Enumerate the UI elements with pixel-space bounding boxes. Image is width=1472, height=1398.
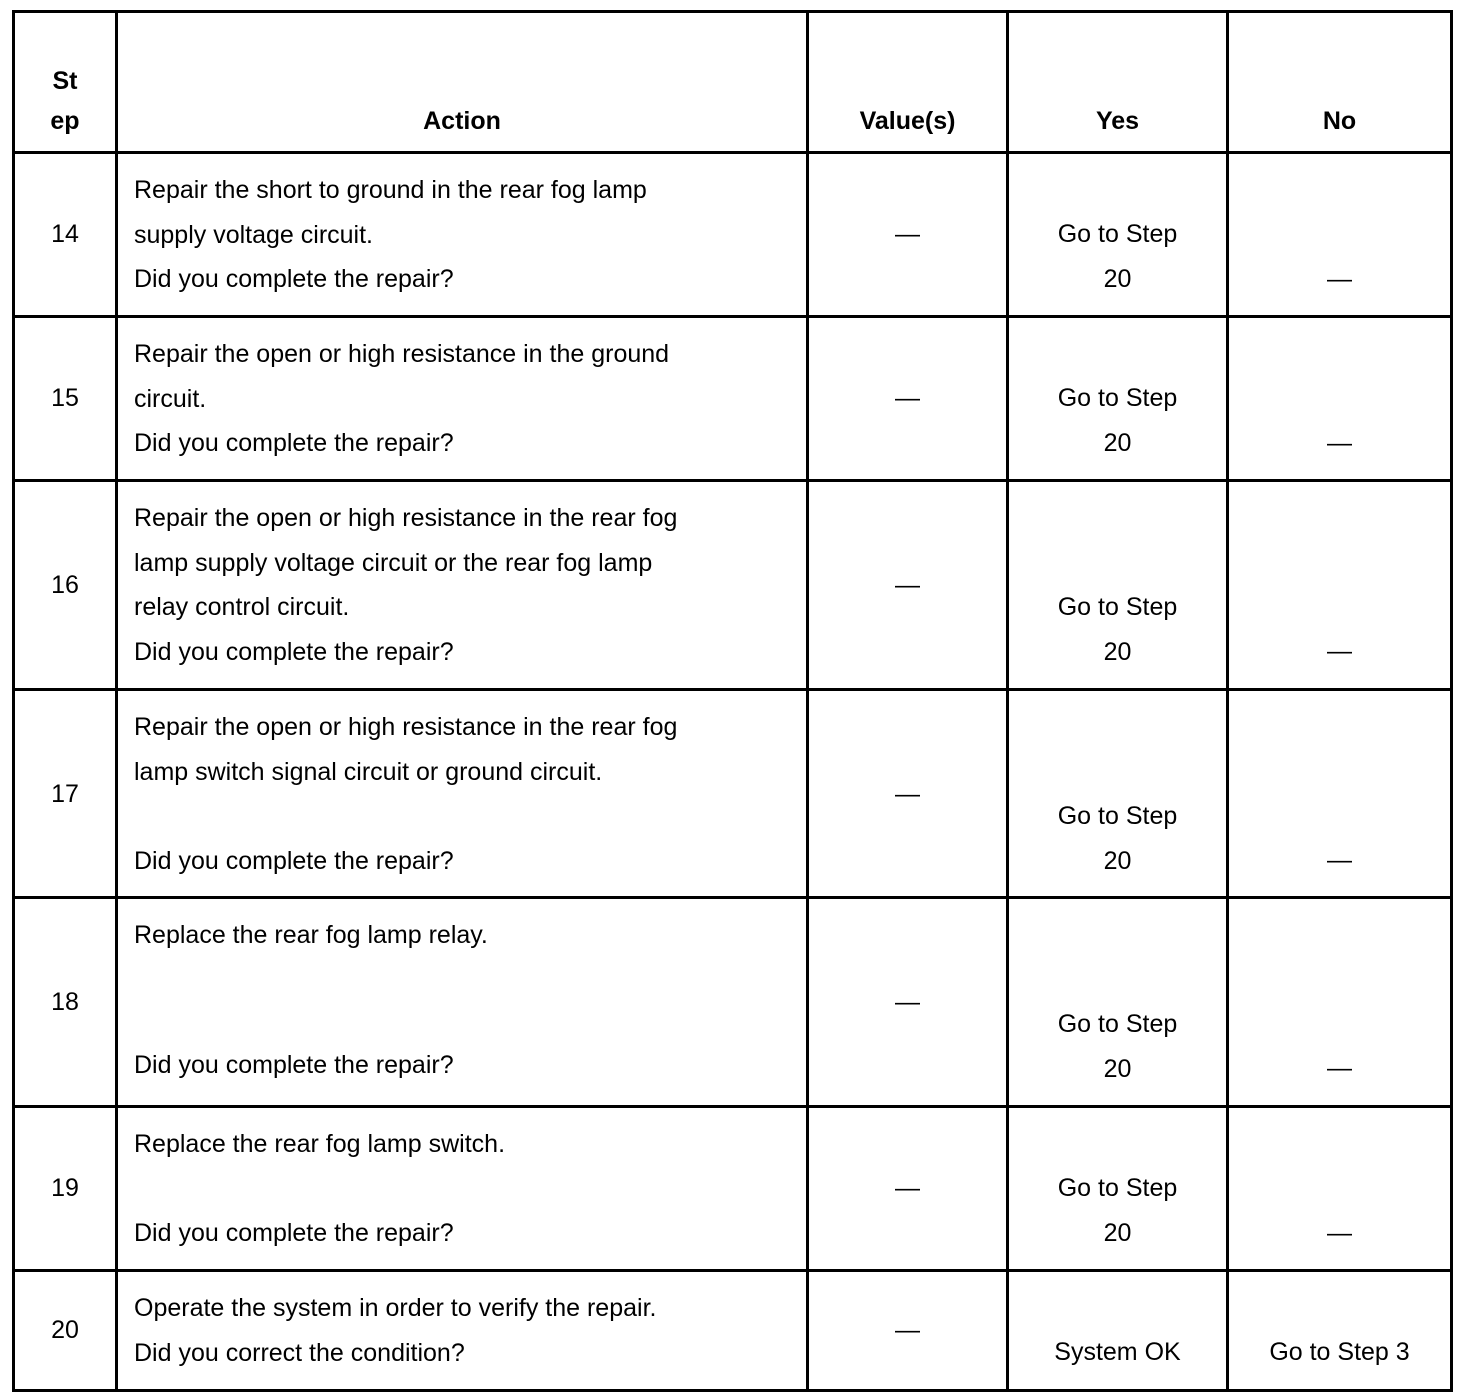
yes-cell bbox=[1008, 898, 1228, 1107]
value-text: — bbox=[895, 384, 920, 412]
table-row bbox=[14, 481, 1452, 690]
no-cell bbox=[1228, 1271, 1452, 1391]
table-row bbox=[14, 1271, 1452, 1391]
table-row bbox=[14, 1107, 1452, 1271]
yes-cell bbox=[1008, 317, 1228, 481]
yes-cell bbox=[1008, 690, 1228, 898]
table-row bbox=[14, 153, 1452, 317]
action-line bbox=[134, 958, 798, 1003]
step-cell bbox=[14, 153, 117, 317]
value-cell bbox=[808, 898, 1008, 1107]
header-yes: Yes bbox=[1008, 12, 1228, 153]
no-cell bbox=[1228, 317, 1452, 481]
step-number: 17 bbox=[51, 780, 79, 808]
no-text: — bbox=[1327, 265, 1352, 293]
value-cell bbox=[808, 690, 1008, 898]
no-text: — bbox=[1327, 1219, 1352, 1247]
yes-line2: 20 bbox=[1103, 428, 1132, 457]
action-cell bbox=[117, 481, 808, 690]
value-text: — bbox=[895, 1316, 920, 1344]
yes-line2: 20 bbox=[1103, 846, 1132, 875]
step-number: 14 bbox=[51, 220, 79, 248]
table-row bbox=[14, 317, 1452, 481]
action-line: Replace the rear fog lamp relay. bbox=[134, 921, 488, 949]
header-values: Value(s) bbox=[808, 12, 1008, 153]
yes-cell bbox=[1008, 1271, 1228, 1391]
value-text: — bbox=[895, 780, 920, 808]
step-number: 19 bbox=[51, 1174, 79, 1202]
header-no: No bbox=[1228, 12, 1452, 153]
no-text: Go to Step 3 bbox=[1269, 1338, 1410, 1366]
value-cell bbox=[808, 481, 1008, 690]
value-cell bbox=[808, 153, 1008, 317]
value-text: — bbox=[895, 220, 920, 248]
no-cell bbox=[1228, 481, 1452, 690]
step-number: 15 bbox=[51, 384, 79, 412]
yes-line1: Go to Step bbox=[1057, 593, 1178, 621]
header-step-line2: ep bbox=[50, 107, 80, 135]
step-cell bbox=[14, 690, 117, 898]
value-text: — bbox=[895, 1174, 920, 1202]
step-cell bbox=[14, 898, 117, 1107]
action-line bbox=[134, 1002, 798, 1043]
header-step bbox=[14, 12, 117, 153]
table-row bbox=[14, 690, 1452, 898]
yes-cell bbox=[1008, 153, 1228, 317]
yes-line1: Go to Step bbox=[1057, 220, 1178, 248]
action-line: Operate the system in order to verify the repair. bbox=[134, 1294, 657, 1322]
action-cell bbox=[117, 1107, 808, 1271]
no-cell bbox=[1228, 690, 1452, 898]
header-action: Action bbox=[117, 12, 808, 153]
action-line: relay control circuit. bbox=[134, 593, 350, 621]
step-cell bbox=[14, 481, 117, 690]
action-cell bbox=[117, 690, 808, 898]
action-line: Replace the rear fog lamp switch. bbox=[134, 1130, 506, 1158]
no-cell bbox=[1228, 898, 1452, 1107]
action-line: Did you complete the repair? bbox=[134, 637, 454, 666]
action-cell bbox=[117, 898, 808, 1107]
no-text: — bbox=[1327, 429, 1352, 457]
action-line: Did you complete the repair? bbox=[134, 1219, 454, 1247]
action-line: lamp switch signal circuit or ground circuit. bbox=[134, 757, 603, 786]
action-line: supply voltage circuit. bbox=[134, 220, 374, 249]
action-line: Did you complete the repair? bbox=[134, 429, 454, 457]
action-line: Repair the open or high resistance in the ground bbox=[134, 340, 670, 368]
value-text: — bbox=[895, 571, 920, 599]
action-cell bbox=[117, 153, 808, 317]
step-number: 18 bbox=[51, 988, 79, 1016]
diagnostic-table bbox=[12, 10, 1453, 1392]
action-cell bbox=[117, 317, 808, 481]
yes-line2: 20 bbox=[1103, 637, 1132, 666]
yes-line1: Go to Step bbox=[1057, 384, 1178, 412]
no-text: — bbox=[1327, 637, 1352, 665]
value-cell bbox=[808, 317, 1008, 481]
value-cell bbox=[808, 1271, 1008, 1391]
step-cell bbox=[14, 1271, 117, 1391]
action-line bbox=[134, 794, 798, 839]
action-line: Repair the open or high resistance in the rear fog bbox=[134, 504, 678, 532]
action-line: Did you complete the repair? bbox=[134, 846, 454, 875]
yes-line1: System OK bbox=[1054, 1338, 1181, 1366]
value-cell bbox=[808, 1107, 1008, 1271]
no-cell bbox=[1228, 153, 1452, 317]
no-cell bbox=[1228, 1107, 1452, 1271]
yes-line2: 20 bbox=[1103, 1218, 1132, 1247]
no-text: — bbox=[1327, 1054, 1352, 1082]
yes-line1: Go to Step bbox=[1057, 1174, 1178, 1202]
action-cell bbox=[117, 1271, 808, 1391]
step-number: 20 bbox=[51, 1316, 79, 1344]
header-step-line1: St bbox=[52, 67, 78, 95]
yes-line1: Go to Step bbox=[1057, 1010, 1178, 1038]
no-text: — bbox=[1327, 846, 1352, 874]
action-line: circuit. bbox=[134, 384, 207, 413]
yes-line2: 20 bbox=[1103, 264, 1132, 293]
step-cell bbox=[14, 317, 117, 481]
value-text: — bbox=[895, 988, 920, 1016]
action-line: lamp supply voltage circuit or the rear fog lamp bbox=[134, 548, 653, 577]
yes-line2: 20 bbox=[1103, 1054, 1132, 1083]
yes-line1: Go to Step bbox=[1057, 802, 1178, 830]
header-row bbox=[14, 12, 1452, 153]
yes-cell bbox=[1008, 1107, 1228, 1271]
action-line: Did you complete the repair? bbox=[134, 265, 454, 293]
action-line: Repair the short to ground in the rear fog lamp bbox=[134, 176, 647, 204]
action-line: Repair the open or high resistance in the rear fog bbox=[134, 713, 678, 741]
step-cell bbox=[14, 1107, 117, 1271]
action-line: Did you correct the condition? bbox=[134, 1338, 465, 1367]
table-row bbox=[14, 898, 1452, 1107]
yes-cell bbox=[1008, 481, 1228, 690]
action-line: Did you complete the repair? bbox=[134, 1051, 454, 1079]
step-number: 16 bbox=[51, 571, 79, 599]
action-line bbox=[134, 1167, 798, 1212]
